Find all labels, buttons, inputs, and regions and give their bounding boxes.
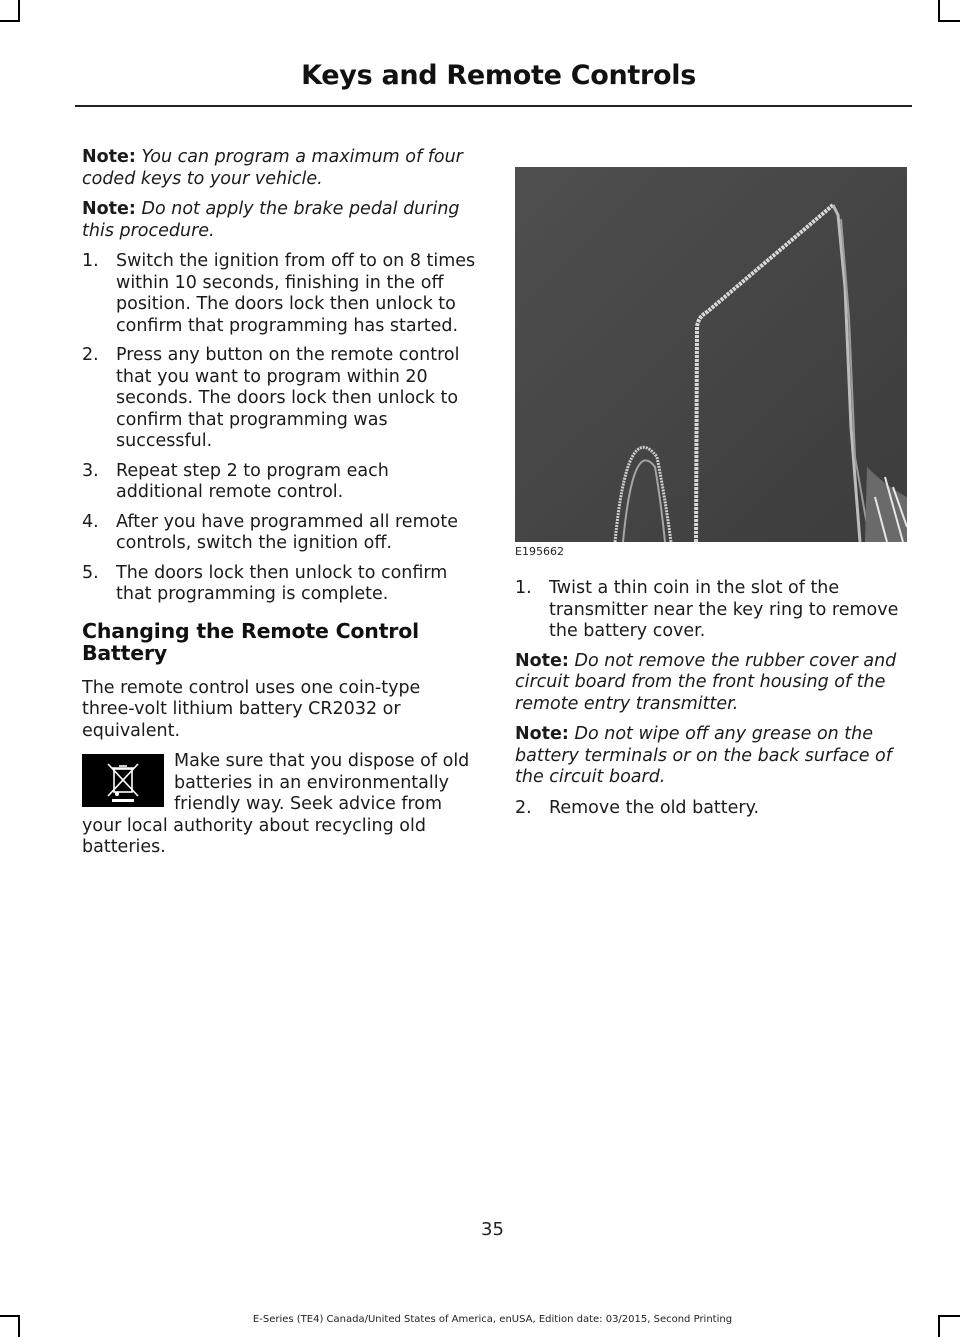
list-item: [82, 461, 477, 504]
recycle-notice: [82, 751, 477, 859]
note-rubber-cover: [515, 651, 910, 716]
note-label: Note:: [82, 147, 136, 167]
note-label: Note:: [515, 724, 569, 744]
image-code: E195662: [515, 545, 564, 558]
section-heading: Changing the Remote Control Battery: [82, 618, 419, 665]
programming-steps: [82, 251, 477, 606]
step-text: Repeat step 2 to program each additional remote control.: [116, 460, 389, 502]
step-text: Remove the old battery.: [549, 797, 760, 818]
list-item: [515, 578, 910, 643]
list-item: [82, 563, 477, 606]
step-number: 2.: [515, 797, 532, 818]
battery-description: The remote control uses one coin-type three-volt lithium battery CR2032 or equivalent.: [82, 677, 421, 741]
step-text: Switch the ignition from off to on 8 times within 10 seconds, finishing in the off position. The doors lock then unlock to confirm that programming has started.: [116, 251, 476, 336]
step-number: 5.: [82, 562, 99, 583]
note-label: Note:: [82, 199, 136, 219]
step-number: 2.: [82, 345, 99, 365]
list-item: [82, 251, 477, 337]
step-text: After you have programmed all remote controls, switch the ignition off.: [116, 511, 458, 553]
note-brake-pedal: [82, 199, 477, 242]
list-item: [82, 512, 477, 555]
step-text: Twist a thin coin in the slot of the transmitter near the key ring to remove the battery cover.: [549, 578, 899, 641]
footer-text: E-Series (TE4) Canada/United States of America, enUSA, Edition date: 03/2015, Second Printing: [252, 1314, 733, 1325]
step-number: 4.: [82, 511, 99, 532]
step-number: 1.: [82, 251, 99, 271]
note-text: Do not apply the brake pedal during this procedure.: [82, 199, 460, 241]
title-divider: [75, 105, 912, 107]
step-number: 3.: [82, 460, 99, 481]
note-text: Do not wipe off any grease on the battery terminals or on the back surface of the circuit board.: [515, 724, 892, 787]
step-text: Press any button on the remote control that you want to program within 20 seconds. The doors lock then unlock to confirm that programming was successful.: [116, 345, 460, 451]
page-title: Keys and Remote Controls: [301, 60, 696, 91]
step-number: 1.: [515, 578, 532, 598]
page-number: 35: [481, 1219, 504, 1240]
left-column: [82, 147, 477, 859]
battery-steps: [515, 578, 910, 643]
crop-mark: [18, 0, 20, 22]
recycle-text: Make sure that you dispose of old batteries in an environmentally friendly way. Seek advice from your local authority about recycling old batteries.: [82, 751, 470, 857]
crossed-out-wheelie-bin-icon: [82, 754, 164, 807]
right-column: [515, 167, 910, 827]
note-text: Do not remove the rubber cover and circuit board from the front housing of the remote entry transmitter.: [515, 650, 897, 714]
list-item: [515, 798, 910, 820]
note-grease: [515, 724, 910, 789]
crop-mark: [940, 20, 960, 22]
crop-mark: [938, 0, 940, 22]
battery-steps-continued: [515, 798, 910, 820]
note-max-keys: [82, 147, 477, 190]
note-label: Note:: [515, 650, 569, 671]
list-item: [82, 345, 477, 453]
crop-mark: [0, 20, 20, 22]
transmitter-photo: [515, 167, 907, 542]
note-text: You can program a maximum of four coded keys to your vehicle.: [82, 147, 463, 189]
step-text: The doors lock then unlock to confirm that programming is complete.: [116, 562, 448, 604]
